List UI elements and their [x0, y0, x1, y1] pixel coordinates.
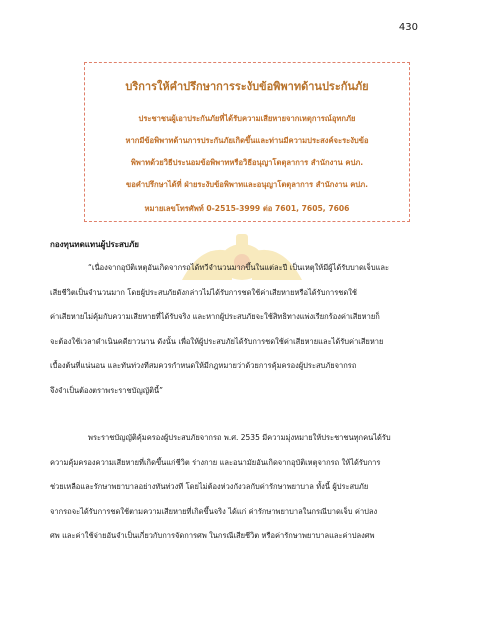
paragraph-line: ช่วยเหลือและรักษาพยาบาลอย่างทันท่วงที โดยไม่ต้องห่วงกังวลกับค่ารักษาพยาบาล ทั้งนี้ ผู้ประสบภัย	[50, 482, 369, 492]
paragraph-body	[50, 426, 442, 549]
info-box-line: พิพาทด้วยวิธีประนอมข้อพิพาทหรือวิธีอนุญาโตตุลาการ สำนักงาน คปภ.	[130, 158, 364, 167]
paragraph-line: ค่าเสียหายไม่คุ้มกับความเสียหายที่ได้รับจริง และหากผู้ประสบภัยจะใช้สิทธิทางแพ่งเรียกร้องค่าเสียหายก็	[50, 312, 380, 322]
paragraph-line: ความคุ้มครองความเสียหายที่เกิดขึ้นแก่ชีวิต ร่างกาย และอนามัยอันเกิดจากอุบัติเหตุจากรถ ให้ได้รับการ	[50, 457, 381, 467]
info-box-line: ประชาชนผู้เอาประกันภัยที่ได้รับความเสียหายจากเหตุการณ์อุทกภัย	[138, 114, 356, 123]
page-number: 430	[398, 22, 418, 33]
paragraph-line: จะต้องใช้เวลาดำเนินคดียาวนาน ดังนั้น เพื่อให้ผู้ประสบภัยได้รับการชดใช้ค่าเสียหายและได้รับค่าเสียหาย	[50, 336, 384, 346]
paragraph-line: เบื้องต้นที่แน่นอน และทันท่วงทีสมควรกำหนดให้มีกฎหมายว่าด้วยการคุ้มครองผู้ประสบภัยจากรถ	[50, 361, 357, 371]
paragraph-line: พระราชบัญญัติคุ้มครองผู้ประสบภัยจากรถ พ.ศ. 2535 มีความมุ่งหมายให้ประชาชนทุกคนได้รับ	[88, 433, 391, 442]
info-box-title: บริการให้คำปรึกษาการระงับข้อพิพาทด้านประกันภัย	[125, 80, 369, 93]
paragraph-line: จากรถจะได้รับการชดใช้ตามความเสียหายที่เกิดขึ้นจริง ได้แก่ ค่ารักษาพยาบาลในกรณีบาดเจ็บ ค่าปลง	[50, 506, 378, 516]
paragraph-line: จึงจำเป็นต้องตราพระราชบัญญัตินี้”	[50, 385, 164, 395]
info-box-phone: หมายเลขโทรศัพท์ 0-2515-3999 ต่อ 7601, 7605, 7606	[144, 204, 350, 213]
section-heading: กองทุนทดแทนผู้ประสบภัย	[50, 240, 139, 249]
paragraph-line: ศพ และค่าใช้จ่ายอันจำเป็นเกี่ยวกับการจัดการศพ ในกรณีเสียชีวิต หรือค่ารักษาพยาบาลและค่าปลงศพ	[50, 531, 375, 541]
paragraph-line: เสียชีวิตเป็นจำนวนมาก โดยผู้ประสบภัยดังกล่าวไม่ได้รับการชดใช้ค่าเสียหายหรือได้รับการชดใช้	[50, 287, 357, 297]
info-box-line: หากมีข้อพิพาทด้านการประกันภัยเกิดขึ้นและท่านมีความประสงค์จะระงับข้อ	[125, 136, 369, 145]
info-box	[84, 62, 410, 222]
info-box-line: ขอคำปรึกษาได้ที่ ฝ่ายระงับข้อพิพาทและอนุญาโตตุลาการ สำนักงาน คปภ.	[126, 180, 368, 189]
paragraph-line: “เนื่องจากอุบัติเหตุอันเกิดจากรถได้ทวีจำนวนมากขึ้นในแต่ละปี เป็นเหตุให้มีผู้ได้รับบาดเจ็บและ	[88, 263, 390, 272]
paragraph-preamble	[50, 256, 442, 404]
